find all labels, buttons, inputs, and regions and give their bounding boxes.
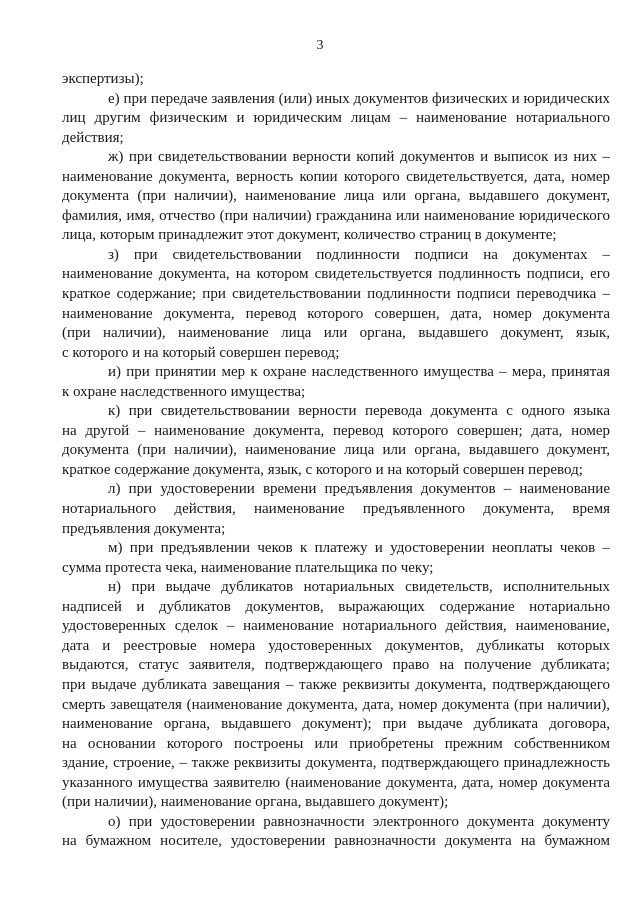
- text-line: фамилия, имя, отчество (при наличии) гражданина или наименование юридического: [62, 207, 610, 224]
- text-line: м) при предъявлении чеков к платежу и удостоверении неоплаты чеков –: [108, 540, 610, 557]
- text-line: о) при удостоверении равнозначности электронного документа документу: [108, 813, 610, 830]
- page-number: 3: [316, 38, 324, 53]
- text-line: предъявления документа;: [62, 520, 226, 537]
- paragraph: [62, 578, 610, 813]
- text-line: документа (при наличии), наименование лица или органа, выдавшего документ,: [62, 188, 610, 205]
- text-line: к охране наследственного имущества;: [62, 383, 306, 400]
- text-line: на другой – наименование документа, перевод которого совершен; дата, номер: [62, 422, 610, 439]
- text-line: краткое содержание документа, язык, с которого и на который совершен перевод;: [62, 461, 583, 478]
- text-line: (при наличии), наименование лица или органа, выдавшего документ, язык,: [62, 325, 610, 342]
- paragraph: [62, 813, 610, 852]
- text-line: на основании которого построены или приобретены прежним собственником: [62, 735, 610, 752]
- text-line: з) при свидетельствовании подлинности подписи на документах –: [108, 246, 610, 263]
- text-line: нотариального действия, наименование предъявленного документа, время: [62, 501, 610, 518]
- paragraph: [62, 402, 610, 480]
- text-line: экспертизы);: [62, 71, 144, 87]
- text-line: (при наличии), наименование органа, выдавшего документ);: [62, 794, 449, 811]
- paragraph: [62, 70, 610, 90]
- text-line: к) при свидетельствовании верности перевода документа с одного языка: [108, 403, 610, 420]
- paragraph: [62, 148, 610, 246]
- text-line: наименование документа, перевод которого совершен, дата, номер документа: [62, 305, 610, 322]
- paragraph: [62, 363, 610, 402]
- text-line: краткое содержание; при свидетельствовании подлинности подписи переводчика –: [62, 286, 610, 303]
- text-line: лиц другим физическим и юридическим лицам – наименование нотариального: [62, 110, 610, 127]
- text-line: с которого и на который совершен перевод;: [62, 344, 340, 361]
- text-line: наименование документа, на котором свидетельствуется подлинность подписи, его: [62, 266, 610, 283]
- text-line: лица, которым принадлежит этот документ, количество страниц в документе;: [62, 227, 557, 244]
- text-line: ж) при свидетельствовании верности копий документов и выписок из них –: [108, 149, 610, 166]
- paragraph: [62, 480, 610, 539]
- text-line: н) при выдаче дубликатов нотариальных свидетельств, исполнительных: [108, 579, 610, 596]
- text-line: смерть завещателя (наименование документа, дата, номер документа (при наличии),: [62, 696, 610, 713]
- text-line: документа (при наличии), наименование лица или органа, выдавшего документ,: [62, 442, 610, 459]
- text-line: выдаются, статус заявителя, подтверждающего право на получение дубликата;: [62, 657, 610, 674]
- text-line: сумма протеста чека, наименование плательщика по чеку;: [62, 559, 434, 576]
- paragraph: [62, 539, 610, 578]
- text-line: наименование органа, выдавшего документ); при выдаче дубликата договора,: [62, 716, 610, 733]
- paragraph: [62, 90, 610, 149]
- text-line: е) при передаче заявления (или) иных документов физических и юридических: [108, 90, 610, 107]
- text-line: действия;: [62, 129, 124, 146]
- text-line: удостоверенных сделок – наименование нотариального действия, наименование,: [62, 618, 610, 635]
- text-line: надписей и дубликатов документов, выражающих содержание нотариально: [62, 598, 610, 615]
- text-line: дата и реестровые номера удостоверенных документов, дубликаты которых: [62, 637, 610, 654]
- text-line: и) при принятии мер к охране наследственного имущества – мера, принятая: [108, 364, 610, 381]
- text-line: указанного имущества заявителю (наименование документа, дата, номер документа: [62, 774, 610, 791]
- text-line: здание, строение, – также реквизиты документа, подтверждающего принадлежность: [62, 755, 610, 772]
- text-line: наименование документа, верность копии которого свидетельствуется, дата, номер: [62, 168, 610, 185]
- text-line: на бумажном носителе, удостоверении равнозначности документа на бумажном: [62, 833, 610, 850]
- paragraph: [62, 246, 610, 363]
- document-body: [62, 70, 610, 852]
- text-line: при выдаче дубликата завещания – также реквизиты документа, подтверждающего: [62, 676, 610, 693]
- text-line: л) при удостоверении времени предъявления документов – наименование: [108, 481, 610, 498]
